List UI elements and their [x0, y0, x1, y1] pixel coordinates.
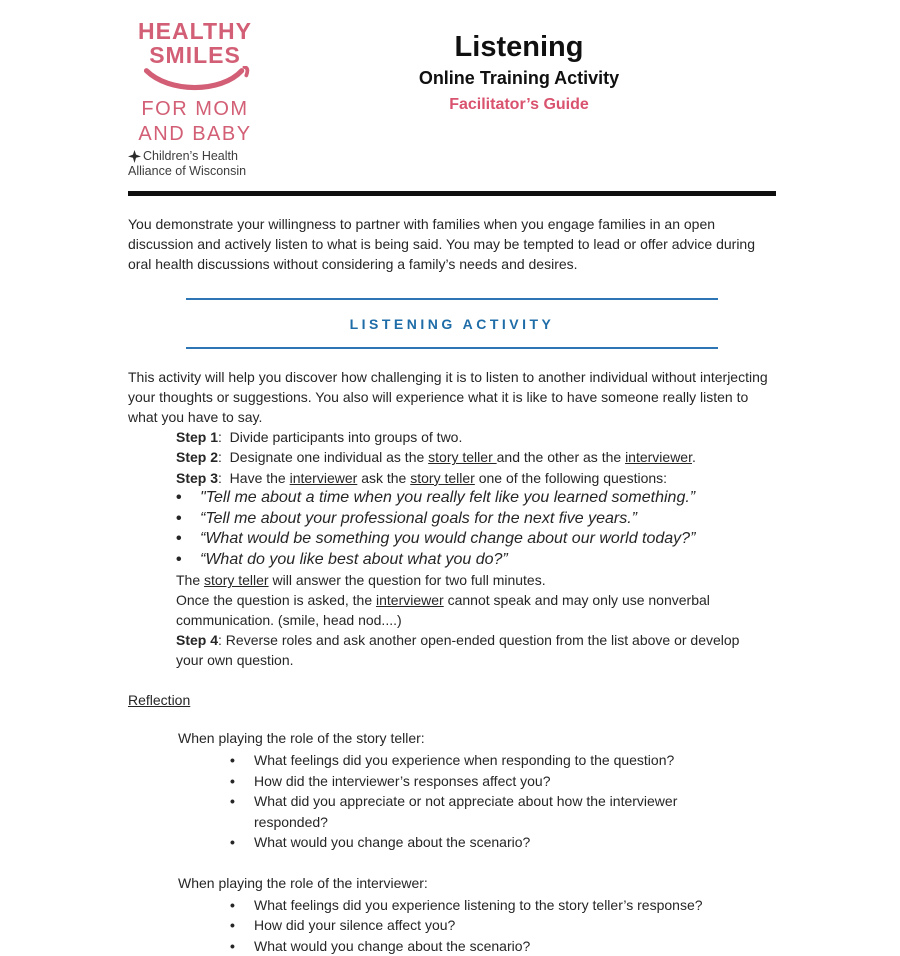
reflection-group-story-teller [128, 728, 776, 853]
note-interviewer: Once the question is asked, the interviewer cannot speak and may only use nonverbal communication. (smile, head nod....) [176, 592, 710, 629]
reflection-heading: Reflection [128, 692, 191, 709]
reflection-bullet: • What would you change about the scenario? [228, 832, 748, 853]
question-item: • "Tell me about a time when you really felt like you learned something.” [174, 488, 776, 509]
question-item: • “Tell me about your professional goals for the next five years.” [174, 509, 776, 530]
header-divider [128, 191, 776, 196]
reflection-bullet: • What feelings did you experience when responding to the question? [228, 750, 748, 771]
step-1: Step 1: Divide participants into groups of two. [176, 428, 463, 445]
activity-description: This activity will help you discover how challenging it is to listen to another individual without interjecting your thoughts or suggestions. You also will experience what it is like to have someone really listen to what you have to say. [128, 368, 768, 425]
step-3: Step 3: Have the interviewer ask the story teller one of the following questions: [176, 469, 668, 486]
activity-notes [176, 570, 748, 670]
smile-arc-icon [139, 66, 251, 96]
org-name [128, 149, 262, 179]
reflection-group-interviewer [128, 873, 776, 956]
reflection-bullet: • How did the interviewer’s responses affect you? [228, 771, 748, 792]
logo-wordmark-line1: HEALTHY [138, 18, 252, 44]
reflection-bullet: • How did your silence affect you? [228, 915, 748, 936]
reflection-bullet-list [128, 750, 748, 853]
question-item: • “What do you like best about what you do?” [174, 550, 776, 571]
reflection-bullet: • What feelings did you experience listening to the story teller’s response? [228, 895, 748, 916]
sparkle-star-icon [128, 150, 141, 163]
reflection-bullet: • What did you appreciate or not appreciate about how the interviewer responded? [228, 791, 748, 832]
org-logo [128, 20, 262, 179]
section-title: LISTENING ACTIVITY [349, 315, 555, 332]
steps-list [176, 427, 776, 489]
page-subtitle-secondary: Facilitator’s Guide [449, 95, 589, 113]
org-name-line1: Children’s Health [143, 149, 238, 164]
org-name-line2: Alliance of Wisconsin [128, 163, 247, 178]
reflection-group-intro: When playing the role of the interviewer: [178, 874, 428, 891]
logo-wordmark-line2: SMILES [149, 41, 241, 68]
step-4: Step 4: Reverse roles and ask another open-ended question from the list above or develop your own question. [176, 632, 740, 669]
logo-wordmark-line3: FOR MOM [141, 98, 249, 121]
org-name-line1-wrap [128, 149, 262, 164]
intro-paragraph: You demonstrate your willingness to partner with families when you engage families in an open discussion and actively listen to what is being said. You may be tempted to lead or offer advice during oral health discussions without considering a family’s needs and desires. [128, 215, 756, 272]
logo-wordmark-line4: AND BABY [138, 122, 252, 145]
note-story-teller: The story teller will answer the question for two full minutes. [176, 572, 546, 589]
section-banner [186, 298, 718, 349]
title-block [262, 20, 776, 113]
question-item: • “What would be something you would change about our world today?” [174, 529, 776, 550]
reflection-group-intro: When playing the role of the story teller: [178, 730, 425, 747]
section-rule-bottom [186, 347, 718, 349]
reflection-bullet-list [128, 895, 748, 956]
step-2: Step 2: Designate one individual as the story teller and the other as the interviewer. [176, 449, 696, 466]
page-subtitle: Online Training Activity [418, 67, 620, 88]
reflection-bullet: • What would you change about the scenario? [228, 936, 748, 956]
document-header [128, 20, 776, 179]
question-list [128, 488, 776, 570]
page-title: Listening [454, 31, 584, 63]
